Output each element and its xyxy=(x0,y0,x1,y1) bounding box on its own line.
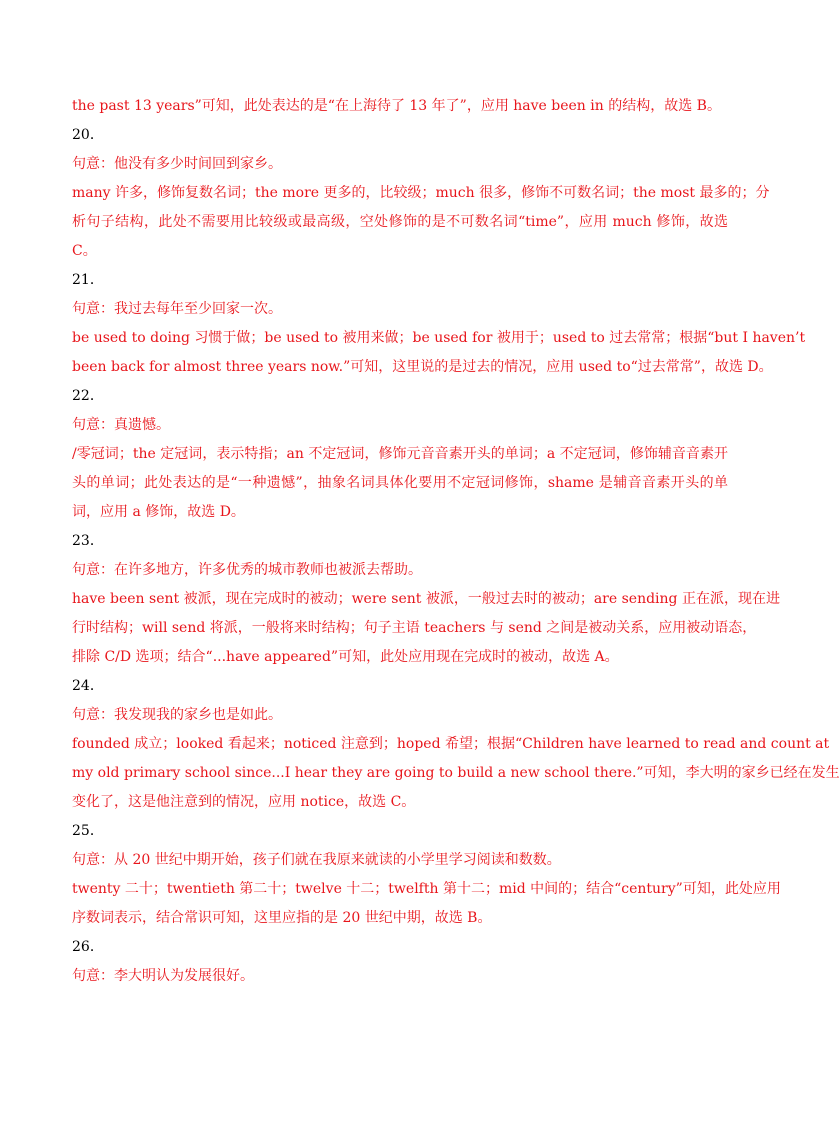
text-line: 句意：真遗憾。 xyxy=(72,417,170,433)
text-line: twenty 二十；twentieth 第二十；twelve 十二；twelfth 第十二；mid 中间的；结合“century”可知，此处应用 xyxy=(72,881,781,897)
text-line: 句意：我过去每年至少回家一次。 xyxy=(72,301,282,317)
text-line: 词，应用 a 修饰，故选 D。 xyxy=(72,504,245,520)
text-line: 句意：李大明认为发展很好。 xyxy=(72,968,254,984)
text-line: the past 13 years”可知，此处表达的是“在上海待了 13 年了”，应用 have been in 的结构，故选 B。 xyxy=(72,98,721,114)
text-line: 析句子结构，此处不需要用比较级或最高级，空处修饰的是不可数名词“time”，应用 much 修饰，故选 xyxy=(72,214,728,230)
text-line: /零冠词；the 定冠词，表示特指；an 不定冠词，修饰元音音素开头的单词；a 不定冠词，修饰辅音音素开 xyxy=(72,446,728,462)
text-line: many 许多，修饰复数名词；the more 更多的，比较级；much 很多，修饰不可数名词；the most 最多的；分 xyxy=(72,185,770,201)
question-number: 23． xyxy=(72,533,104,549)
text-line: founded 成立；looked 看起来；noticed 注意到；hoped 希望；根据“Children have learned to read and count at xyxy=(72,736,830,752)
question-number: 25． xyxy=(72,823,104,839)
question-number: 20． xyxy=(72,127,104,143)
text-line: 变化了，这是他注意到的情况，应用 notice，故选 C。 xyxy=(72,794,416,810)
document-page xyxy=(72,92,840,991)
text-line: my old primary school since...I hear they are going to build a new school there.”可知，李大明的家乡已经在发生 xyxy=(72,765,840,781)
text-line: have been sent 被派，现在完成时的被动；were sent 被派，一般过去时的被动；are sending 正在派，现在进 xyxy=(72,591,780,607)
text-line: been back for almost three years now.”可知，这里说的是过去的情况，应用 used to“过去常常”，故选 D。 xyxy=(72,359,773,375)
text-line: C。 xyxy=(72,243,97,259)
question-number: 26． xyxy=(72,939,104,955)
text-line: 排除 C/D 选项；结合“...have appeared”可知，此处应用现在完成时的被动，故选 A。 xyxy=(72,649,619,665)
question-number: 24． xyxy=(72,678,104,694)
text-line: 句意：我发现我的家乡也是如此。 xyxy=(72,707,282,723)
text-line: 句意：他没有多少时间回到家乡。 xyxy=(72,156,282,172)
text-line: 序数词表示，结合常识可知，这里应指的是 20 世纪中期，故选 B。 xyxy=(72,910,492,926)
question-number: 22． xyxy=(72,388,104,404)
text-line: 句意：从 20 世纪中期开始，孩子们就在我原来就读的小学里学习阅读和数数。 xyxy=(72,852,561,868)
text-line: 句意：在许多地方，许多优秀的城市教师也被派去帮助。 xyxy=(72,562,422,578)
text-line: 头的单词；此处表达的是“一种遗憾”，抽象名词具体化要用不定冠词修饰，shame 是辅音音素开头的单 xyxy=(72,475,728,491)
text-line: be used to doing 习惯于做；be used to 被用来做；be used for 被用于；used to 过去常常；根据“but I haven’t xyxy=(72,330,806,346)
text-line: 行时结构；will send 将派，一般将来时结构；句子主语 teachers 与 send 之间是被动关系，应用被动语态， xyxy=(72,620,757,636)
question-number: 21． xyxy=(72,272,104,288)
